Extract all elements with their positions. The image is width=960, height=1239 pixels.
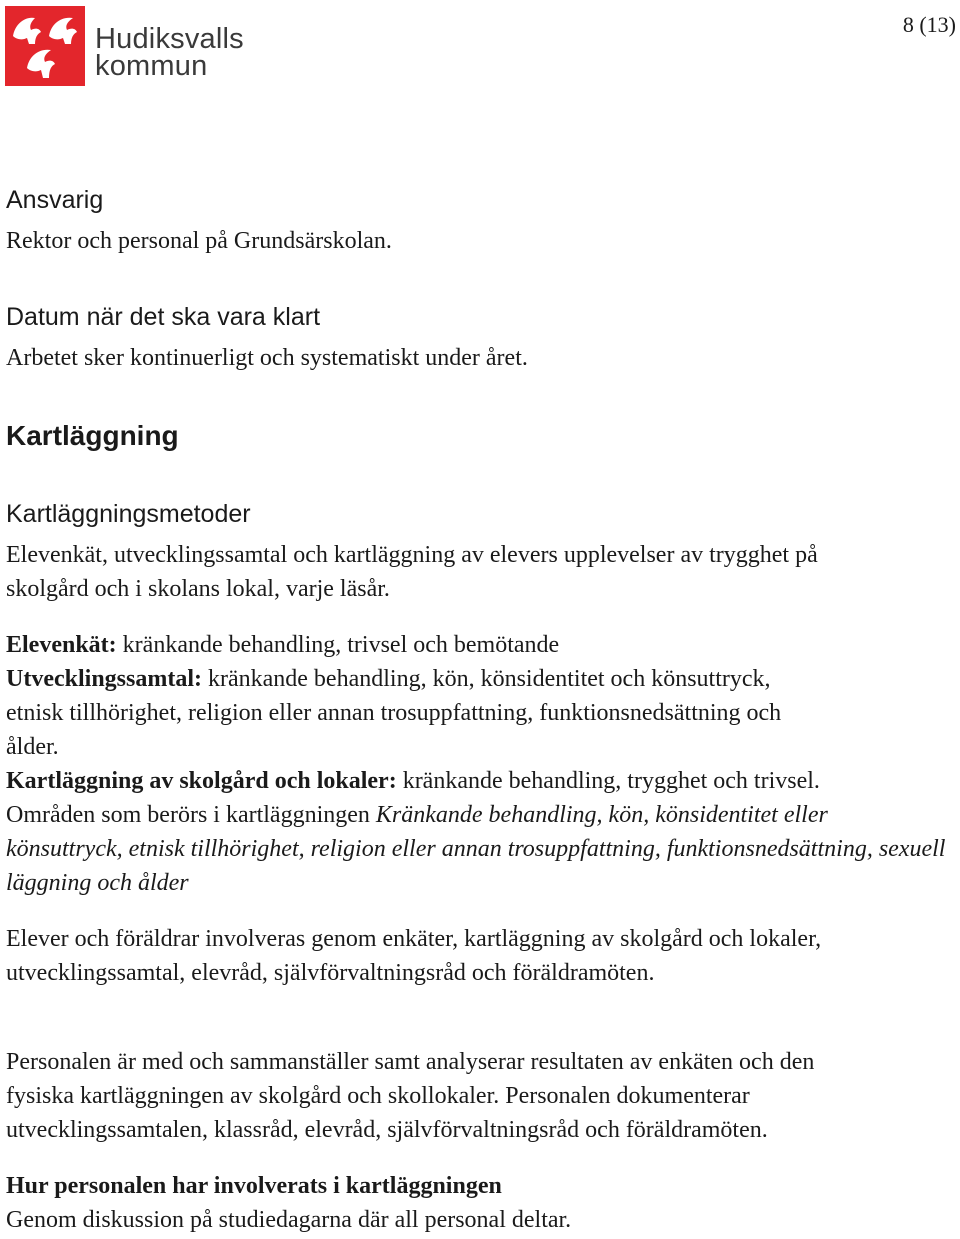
- hudiksvall-logo: [5, 6, 265, 86]
- involverats-heading: Hur personalen har involverats i kartläggningen: [6, 1173, 502, 1199]
- logo-wordmark: [95, 23, 244, 82]
- omraden-italic: könsuttryck, etnisk tillhörighet, religion eller annan trosuppfattning, funktionsnedsättning, sexuell: [6, 836, 946, 862]
- elevenkat-text: kränkande behandling, trivsel och bemötande: [116, 632, 560, 658]
- omraden-italic: Kränkande behandling, kön, könsidentitet eller: [375, 802, 828, 828]
- elever-line: Elever och föräldrar involveras genom enkäter, kartläggning av skolgård och lokaler,: [6, 926, 822, 952]
- omraden-italic: läggning och ålder: [6, 870, 189, 896]
- elever-paragraph: [6, 922, 956, 990]
- omraden-line: [6, 832, 956, 866]
- elevenkat-label: Elevenkät:: [6, 632, 117, 658]
- metoder-heading: Kartläggningsmetoder: [6, 500, 251, 528]
- omraden-line: [6, 798, 956, 832]
- goat-emblem-icon: [5, 6, 85, 86]
- personalen-line: utvecklingssamtalen, klassråd, elevråd, självförvaltningsråd och föräldramöten.: [6, 1117, 768, 1143]
- metoder-line: Elevenkät, utvecklingssamtal och kartläggning av elevers upplevelser av trygghet på: [6, 542, 818, 568]
- personalen-paragraph: [6, 1045, 956, 1147]
- personalen-line: Personalen är med och sammanställer samt analyserar resultaten av enkäten och den: [6, 1049, 815, 1075]
- ansvarig-text: Rektor och personal på Grundsärskolan.: [6, 228, 392, 254]
- omraden-line: [6, 866, 956, 900]
- elever-line: utvecklingssamtal, elevråd, självförvaltningsråd och föräldramöten.: [6, 960, 655, 986]
- metoder-paragraph: [6, 538, 956, 606]
- metoder-line: skolgård och i skolans lokal, varje läsår.: [6, 576, 390, 602]
- datum-heading: Datum när det ska vara klart: [6, 303, 321, 331]
- page-number: 8 (13): [902, 12, 956, 37]
- utvecklingssamtal-line: [6, 662, 956, 696]
- logo-line-2: kommun: [95, 50, 208, 82]
- ansvarig-heading: Ansvarig: [6, 186, 104, 214]
- skolgard-text: kränkande behandling, trygghet och trivsel.: [396, 768, 820, 794]
- omraden-prefix: Områden som berörs i kartläggningen: [6, 802, 376, 828]
- personalen-line: fysiska kartläggningen av skolgård och skollokaler. Personalen dokumenterar: [6, 1083, 750, 1109]
- involverats-text: Genom diskussion på studiedagarna där all personal deltar.: [6, 1207, 572, 1233]
- utvecklingssamtal-text: kränkande behandling, kön, könsidentitet och könsuttryck,: [201, 666, 771, 692]
- logo-line-1: Hudiksvalls: [95, 23, 244, 55]
- kartlaggning-heading: Kartläggning: [6, 420, 179, 451]
- skolgard-line: [6, 764, 956, 798]
- utvecklingssamtal-line: ålder.: [6, 734, 59, 760]
- utvecklingssamtal-label: Utvecklingssamtal:: [6, 666, 202, 692]
- elevenkat-line: [6, 628, 956, 662]
- datum-text: Arbetet sker kontinuerligt och systematiskt under året.: [6, 345, 528, 371]
- kartlaggning-details: [6, 628, 956, 900]
- utvecklingssamtal-line: etnisk tillhörighet, religion eller annan trosuppfattning, funktionsnedsättning och: [6, 700, 782, 726]
- skolgard-label: Kartläggning av skolgård och lokaler:: [6, 768, 397, 794]
